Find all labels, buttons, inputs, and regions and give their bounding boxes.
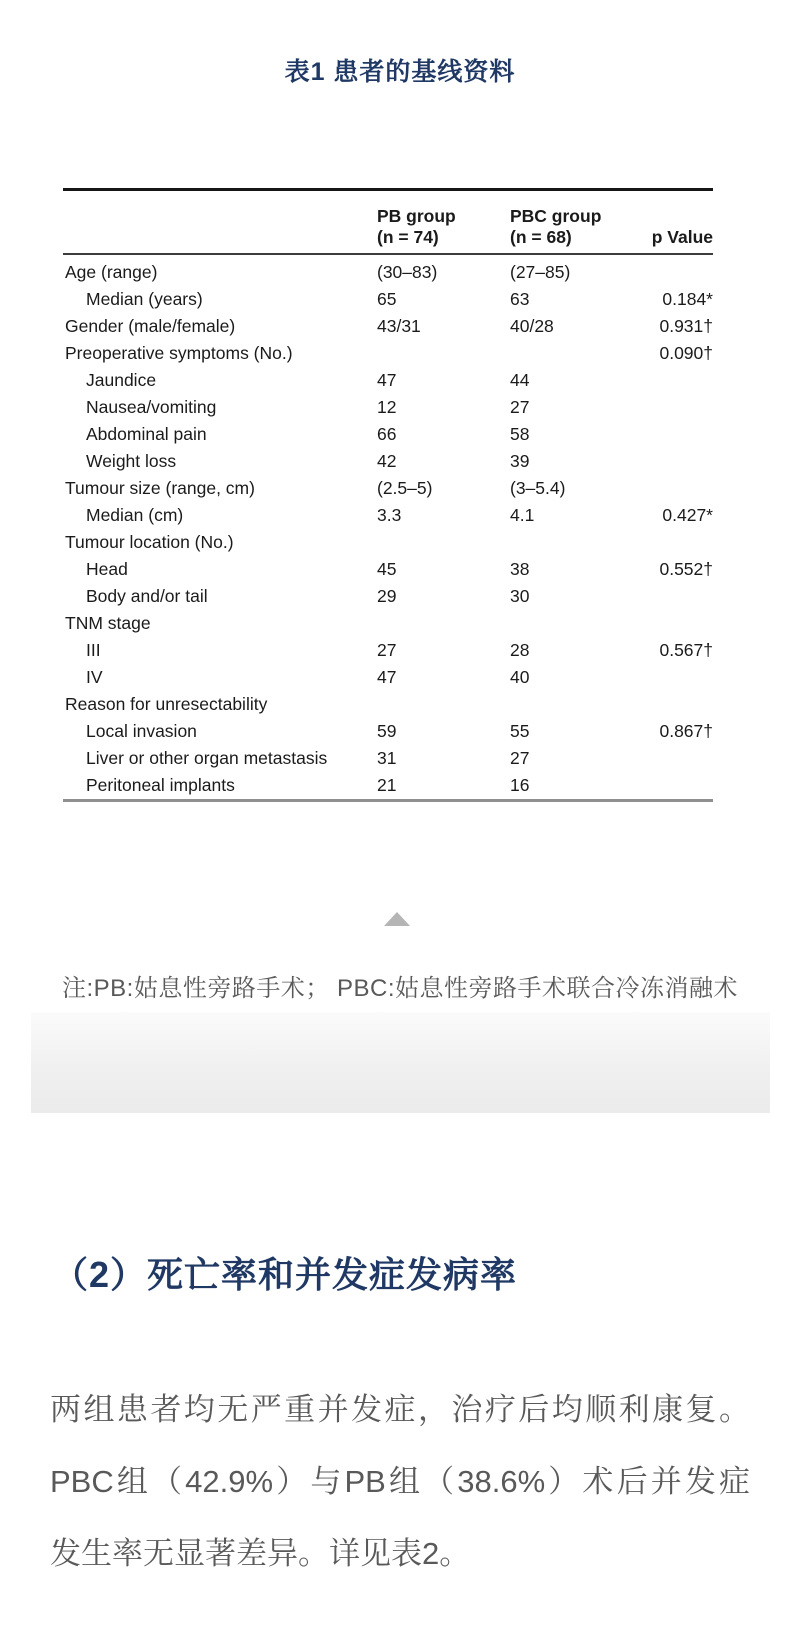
row-label: Local invasion — [86, 720, 197, 741]
table-body — [63, 254, 713, 801]
pb-value: 21 — [377, 774, 397, 795]
section-heading: （2）死亡率和并发症发病率 — [52, 1254, 518, 1295]
pb-value: 42 — [377, 450, 397, 471]
p-value — [643, 367, 713, 394]
table-row — [63, 745, 713, 772]
header-p-value: p Value — [643, 190, 713, 255]
row-label: Preoperative symptoms (No.) — [65, 342, 293, 363]
pbc-value: 28 — [510, 639, 530, 660]
pb-value: 27 — [377, 639, 397, 660]
table-figure-image[interactable] — [63, 188, 713, 802]
triangle-up-icon — [384, 912, 410, 926]
table-row — [63, 691, 713, 718]
table-title: 表1 患者的基线资料 — [284, 58, 516, 86]
table-row — [63, 254, 713, 286]
pbc-value — [510, 529, 643, 556]
table-row — [63, 664, 713, 691]
pb-value: 3.3 — [377, 504, 402, 525]
header-pbc-line2: (n = 68) — [510, 227, 572, 247]
pb-value: (30–83) — [377, 261, 438, 282]
pbc-value — [510, 610, 643, 637]
p-value: 0.184* — [662, 288, 713, 309]
p-value: 0.567† — [659, 639, 713, 660]
p-value — [643, 448, 713, 475]
pbc-value: 55 — [510, 720, 530, 741]
pbc-value: 39 — [510, 450, 530, 471]
p-value — [643, 254, 713, 286]
p-value: 0.931† — [659, 315, 713, 336]
p-value: 0.552† — [659, 558, 713, 579]
table-row — [63, 529, 713, 556]
row-label: Weight loss — [86, 450, 177, 471]
table-row — [63, 313, 713, 340]
pb-value: 12 — [377, 396, 397, 417]
paragraph-line: 发生率无显著差异。详见表2。 — [50, 1536, 471, 1571]
p-value — [643, 421, 713, 448]
table-row — [63, 475, 713, 502]
figure-note: 注:PB:姑息性旁路手术； PBC:姑息性旁路手术联合冷冻消融术 — [61, 975, 739, 1002]
pb-value — [377, 529, 510, 556]
p-value — [643, 529, 713, 556]
pbc-value: 40 — [510, 666, 530, 687]
row-label: Body and/or tail — [86, 585, 208, 606]
table-row — [63, 340, 713, 367]
row-label: Age (range) — [65, 261, 158, 282]
p-value: 0.427* — [662, 504, 713, 525]
pb-value: 45 — [377, 558, 397, 579]
row-label: IV — [86, 666, 103, 687]
pbc-value: 27 — [510, 396, 530, 417]
p-value: 0.867† — [659, 720, 713, 741]
table-row — [63, 637, 713, 664]
pbc-value: 4.1 — [510, 504, 535, 525]
table-row — [63, 772, 713, 801]
paragraph-line: 两组患者均无严重并发症，治疗后均顺利康复。 — [50, 1392, 750, 1427]
table-row — [63, 394, 713, 421]
pb-value — [377, 610, 510, 637]
p-value — [643, 664, 713, 691]
header-pb-line2: (n = 74) — [377, 227, 439, 247]
p-value — [643, 583, 713, 610]
row-label: III — [86, 639, 101, 660]
pb-value: 59 — [377, 720, 397, 741]
table-row — [63, 610, 713, 637]
pb-value: 65 — [377, 288, 397, 309]
row-label: Tumour location (No.) — [65, 531, 234, 552]
header-pb-line1: PB group — [377, 206, 456, 226]
pbc-value: 58 — [510, 423, 530, 444]
pbc-value: (3–5.4) — [510, 477, 566, 498]
pb-value — [377, 691, 510, 718]
p-value — [643, 610, 713, 637]
pb-value — [377, 340, 510, 367]
row-label: Peritoneal implants — [86, 774, 235, 795]
pbc-value: (27–85) — [510, 261, 571, 282]
pbc-value: 30 — [510, 585, 530, 606]
pb-value: 29 — [377, 585, 397, 606]
pbc-value: 38 — [510, 558, 530, 579]
paragraph-line: PBC组（42.9%）与PB组（38.6%）术后并发症 — [50, 1464, 750, 1499]
table-row — [63, 502, 713, 529]
pbc-value: 63 — [510, 288, 530, 309]
pb-value: 66 — [377, 423, 397, 444]
row-label: Head — [86, 558, 128, 579]
table-row — [63, 448, 713, 475]
table-header-row — [63, 190, 713, 255]
pb-value: 31 — [377, 747, 397, 768]
pbc-value — [510, 340, 643, 367]
table-row — [63, 556, 713, 583]
table-row — [63, 583, 713, 610]
row-label: TNM stage — [65, 612, 151, 633]
p-value — [643, 394, 713, 421]
pb-value: (2.5–5) — [377, 477, 433, 498]
p-value — [643, 745, 713, 772]
table-row — [63, 367, 713, 394]
p-value — [643, 772, 713, 801]
row-label: Median (cm) — [86, 504, 184, 525]
table-row — [63, 718, 713, 745]
pbc-value: 44 — [510, 369, 530, 390]
row-label: Tumour size (range, cm) — [65, 477, 255, 498]
header-pbc-group — [510, 190, 643, 255]
row-label: Reason for unresectability — [65, 693, 268, 714]
row-label: Gender (male/female) — [65, 315, 236, 336]
pb-value: 43/31 — [377, 315, 421, 336]
next-card-edge — [31, 1012, 770, 1113]
pbc-value: 27 — [510, 747, 530, 768]
p-value — [643, 475, 713, 502]
table-row — [63, 421, 713, 448]
p-value — [643, 691, 713, 718]
table-row — [63, 286, 713, 313]
row-label: Abdominal pain — [86, 423, 207, 444]
row-label: Nausea/vomiting — [86, 396, 217, 417]
baseline-table — [63, 188, 713, 802]
header-pbc-line1: PBC group — [510, 206, 602, 226]
pbc-value: 40/28 — [510, 315, 554, 336]
pb-value: 47 — [377, 666, 397, 687]
pbc-value: 16 — [510, 774, 530, 795]
header-pb-group — [377, 190, 510, 255]
header-empty — [63, 190, 377, 255]
row-label: Median (years) — [86, 288, 203, 309]
pb-value: 47 — [377, 369, 397, 390]
p-value: 0.090† — [659, 342, 713, 363]
row-label: Jaundice — [86, 369, 157, 390]
pbc-value — [510, 691, 643, 718]
row-label: Liver or other organ metastasis — [86, 747, 328, 768]
